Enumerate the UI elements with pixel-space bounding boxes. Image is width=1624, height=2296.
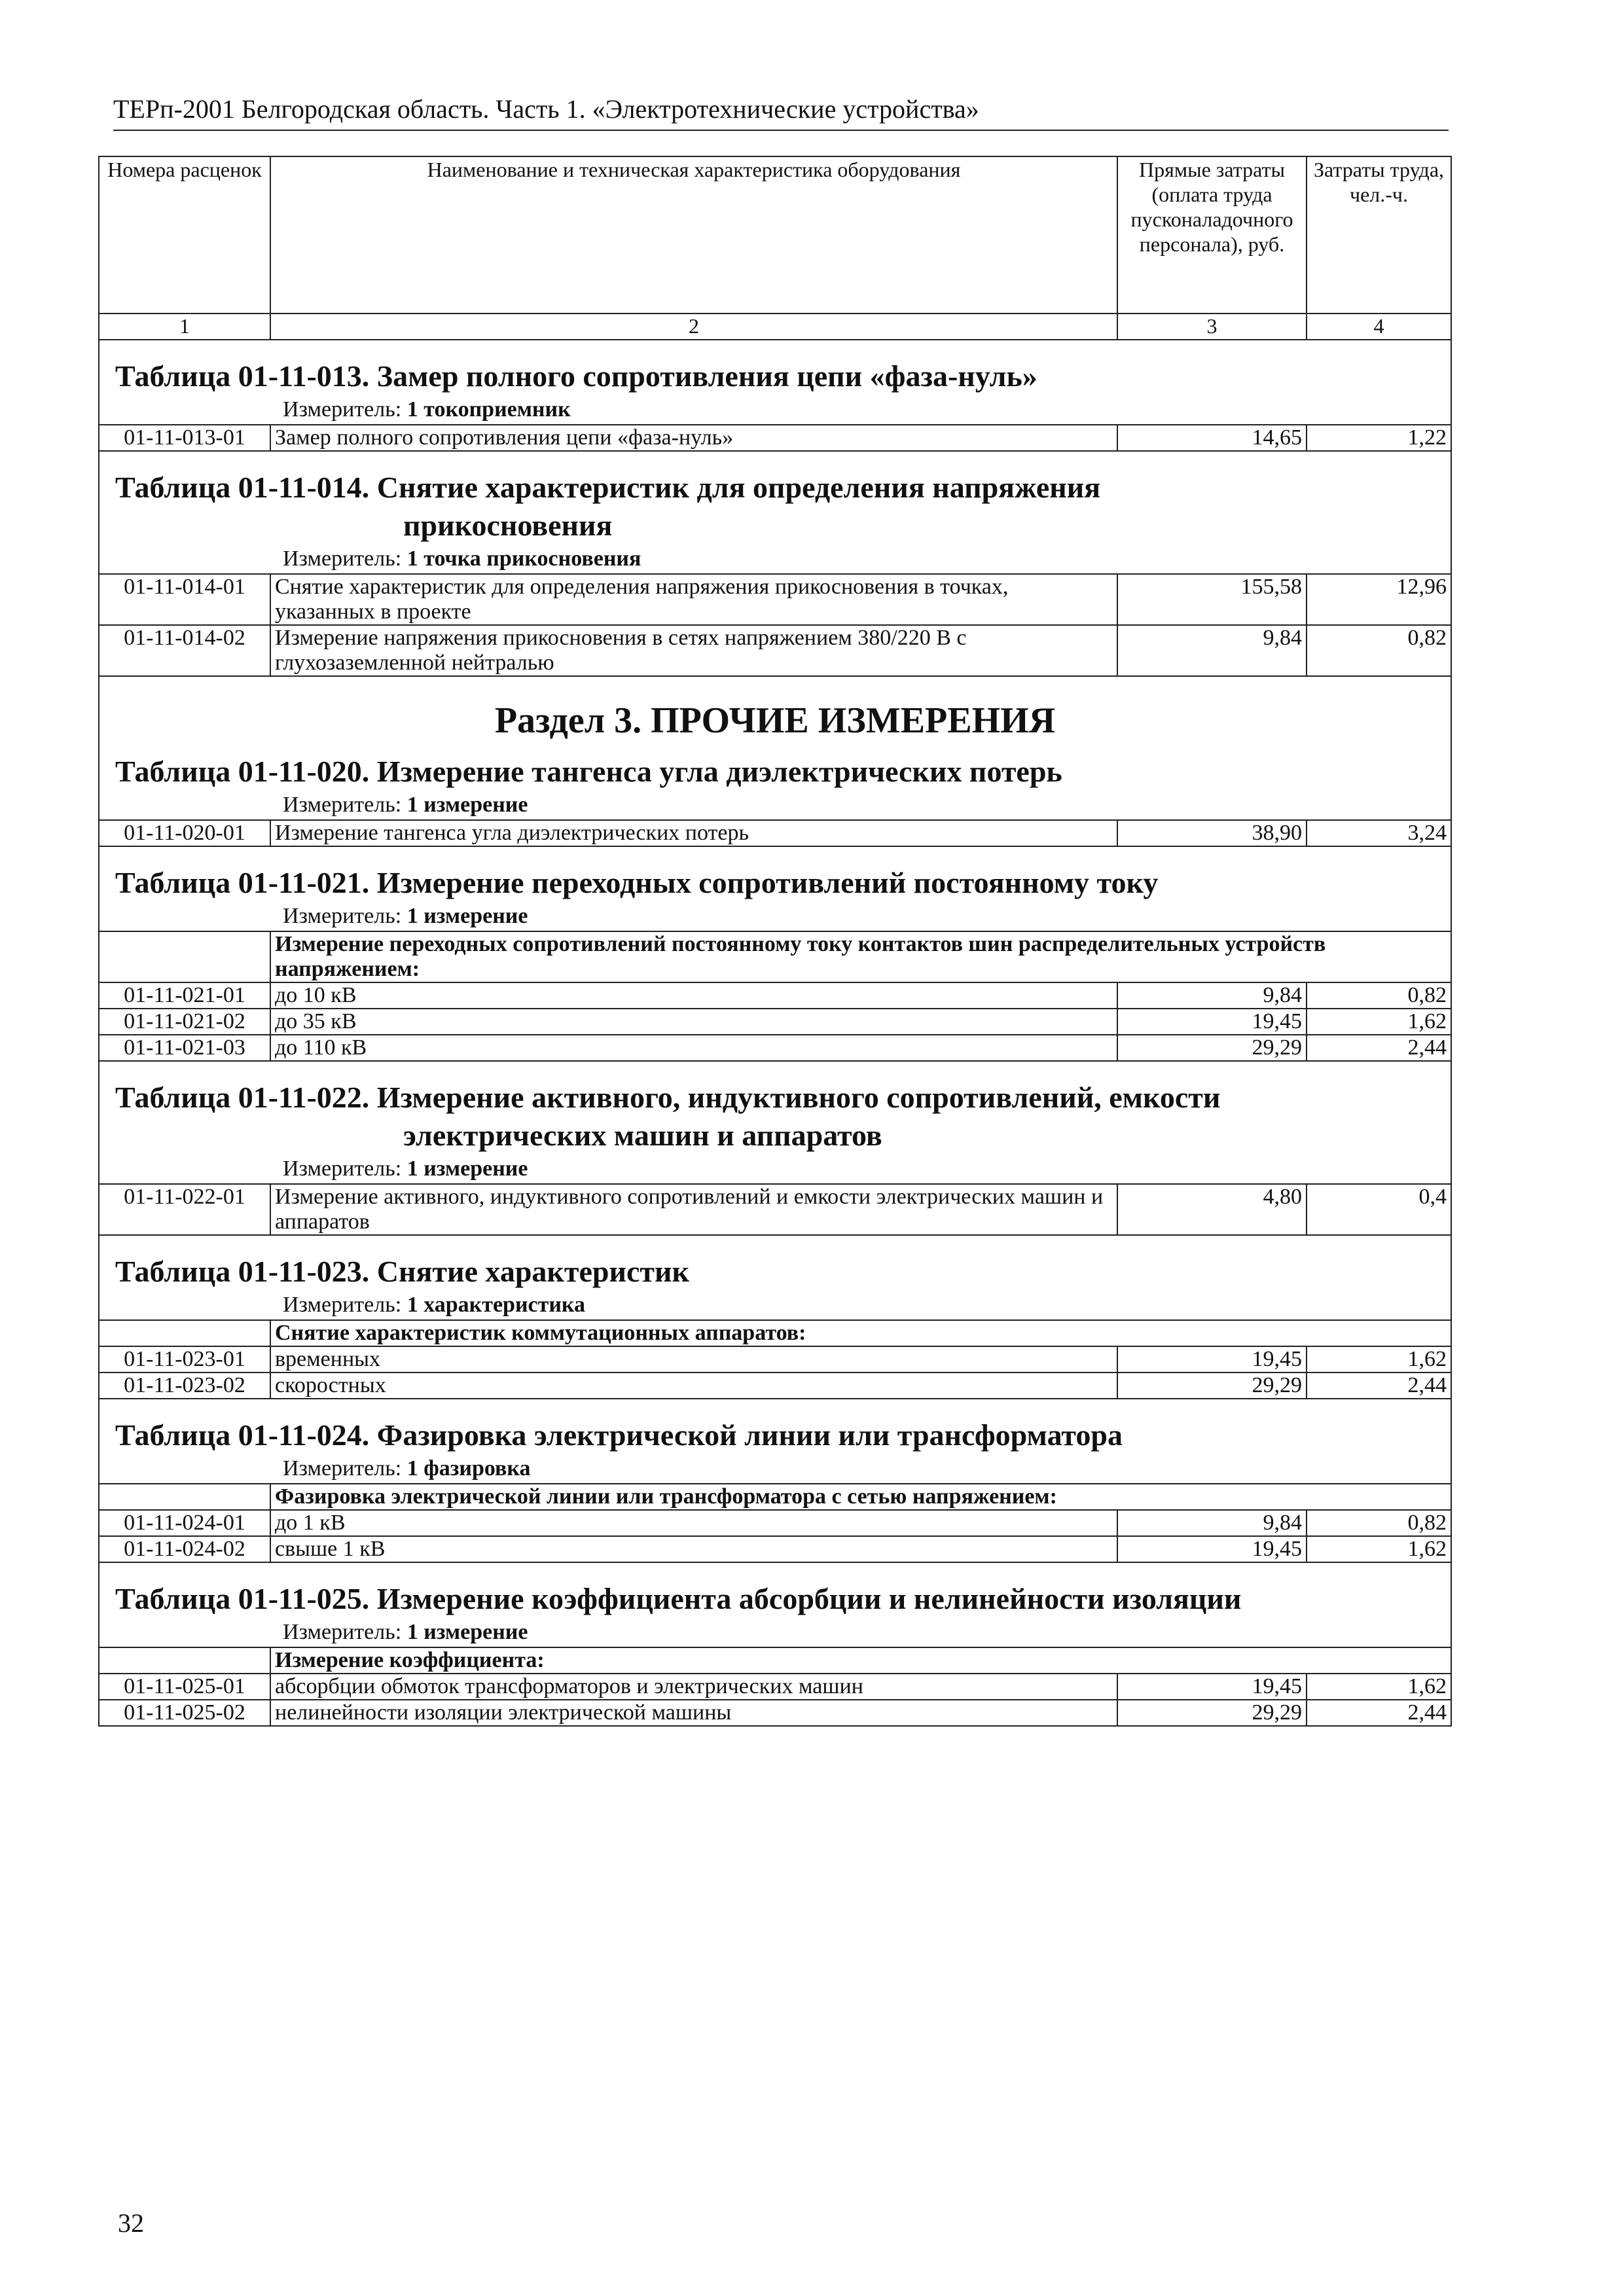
rate-labor: 0,82 bbox=[1307, 982, 1451, 1009]
measure-unit: Измеритель: 1 измерение bbox=[283, 904, 528, 928]
rate-cost: 19,45 bbox=[1117, 1346, 1307, 1372]
table-row bbox=[99, 1184, 1451, 1235]
group-heading: Измерение коэффициента: bbox=[270, 1647, 1451, 1674]
column-number: 3 bbox=[1117, 314, 1307, 340]
table-row bbox=[99, 425, 1451, 451]
rate-labor: 0,82 bbox=[1307, 1510, 1451, 1536]
table-title: Таблица 01-11-013. Замер полного сопротивления цепи «фаза-нуль» bbox=[115, 359, 1038, 393]
group-row bbox=[99, 1484, 1451, 1510]
column-header-labor: Затраты труда, чел.-ч. bbox=[1307, 156, 1451, 314]
table-title: Таблица 01-11-025. Измерение коэффициента абсорбции и нелинейности изоляции bbox=[115, 1582, 1242, 1615]
rate-name: свыше 1 кВ bbox=[270, 1536, 1117, 1562]
rate-name: Измерение тангенса угла диэлектрических потерь bbox=[270, 820, 1117, 846]
table-section-021 bbox=[99, 846, 1451, 931]
table-section-024 bbox=[99, 1399, 1451, 1484]
rate-name: Измерение напряжения прикосновения в сетях напряжением 380/220 В с глухозаземленной нейтралью bbox=[270, 625, 1117, 676]
rate-cost: 9,84 bbox=[1117, 982, 1307, 1009]
table-row bbox=[99, 1035, 1451, 1061]
rate-code: 01-11-023-02 bbox=[99, 1372, 270, 1399]
table-row bbox=[99, 1372, 1451, 1399]
measure-unit: Измеритель: 1 характеристика bbox=[283, 1293, 585, 1317]
rate-cost: 155,58 bbox=[1117, 574, 1307, 625]
column-number: 2 bbox=[270, 314, 1117, 340]
table-row bbox=[99, 1346, 1451, 1372]
running-header: ТЕРп-2001 Белгородская область. Часть 1. «Электротехнические устройства» bbox=[113, 93, 1449, 131]
table-section-020 bbox=[99, 676, 1451, 820]
group-heading: Фазировка электрической линии или трансформатора с сетью напряжением: bbox=[270, 1484, 1451, 1510]
table-row bbox=[99, 1700, 1451, 1726]
rate-labor: 2,44 bbox=[1307, 1372, 1451, 1399]
rate-code: 01-11-014-01 bbox=[99, 574, 270, 625]
section-heading: Раздел 3. ПРОЧИЕ ИЗМЕРЕНИЯ bbox=[494, 700, 1056, 741]
rate-labor: 0,4 bbox=[1307, 1184, 1451, 1235]
table-row bbox=[99, 1674, 1451, 1700]
table-section-023 bbox=[99, 1235, 1451, 1320]
rate-cost: 9,84 bbox=[1117, 625, 1307, 676]
rate-cost: 29,29 bbox=[1117, 1372, 1307, 1399]
rate-cost: 19,45 bbox=[1117, 1536, 1307, 1562]
rate-code: 01-11-014-02 bbox=[99, 625, 270, 676]
rate-labor: 3,24 bbox=[1307, 820, 1451, 846]
column-number: 4 bbox=[1307, 314, 1451, 340]
rate-cost: 38,90 bbox=[1117, 820, 1307, 846]
rate-code: 01-11-025-01 bbox=[99, 1674, 270, 1700]
rate-labor: 12,96 bbox=[1307, 574, 1451, 625]
rate-labor: 1,62 bbox=[1307, 1009, 1451, 1035]
rate-name: временных bbox=[270, 1346, 1117, 1372]
rate-name: до 1 кВ bbox=[270, 1510, 1117, 1536]
column-header-codes: Номера расценок bbox=[99, 156, 270, 314]
column-number-row bbox=[99, 314, 1451, 340]
measure-unit: Измеритель: 1 точка прикосновения bbox=[283, 547, 641, 571]
rate-name: скоростных bbox=[270, 1372, 1117, 1399]
table-section-022 bbox=[99, 1061, 1451, 1184]
rate-name: до 110 кВ bbox=[270, 1035, 1117, 1061]
table-row bbox=[99, 574, 1451, 625]
rate-labor: 2,44 bbox=[1307, 1700, 1451, 1726]
table-title: Таблица 01-11-022. Измерение активного, индуктивного сопротивлений, емкости электрических машин и аппаратов bbox=[115, 1081, 1221, 1152]
rate-code: 01-11-024-02 bbox=[99, 1536, 270, 1562]
rate-cost: 14,65 bbox=[1117, 425, 1307, 451]
column-number: 1 bbox=[99, 314, 270, 340]
measure-unit: Измеритель: 1 измерение bbox=[283, 793, 528, 817]
rate-cost: 4,80 bbox=[1117, 1184, 1307, 1235]
table-row bbox=[99, 625, 1451, 676]
table-title: Таблица 01-11-020. Измерение тангенса угла диэлектрических потерь bbox=[115, 755, 1062, 788]
table-row bbox=[99, 1510, 1451, 1536]
table-row bbox=[99, 1009, 1451, 1035]
rate-labor: 1,62 bbox=[1307, 1674, 1451, 1700]
rate-code: 01-11-023-01 bbox=[99, 1346, 270, 1372]
table-title: Таблица 01-11-014. Снятие характеристик для определения напряжения прикосновения bbox=[115, 471, 1101, 542]
table-section-013 bbox=[99, 340, 1451, 425]
rate-cost: 19,45 bbox=[1117, 1674, 1307, 1700]
measure-unit: Измеритель: 1 измерение bbox=[283, 1620, 528, 1644]
page-number: 32 bbox=[118, 2208, 144, 2238]
rate-name: Замер полного сопротивления цепи «фаза-нуль» bbox=[270, 425, 1117, 451]
rate-code: 01-11-022-01 bbox=[99, 1184, 270, 1235]
table-section-014 bbox=[99, 451, 1451, 574]
rate-code: 01-11-024-01 bbox=[99, 1510, 270, 1536]
rate-labor: 1,22 bbox=[1307, 425, 1451, 451]
rate-labor: 1,62 bbox=[1307, 1536, 1451, 1562]
rate-cost: 9,84 bbox=[1117, 1510, 1307, 1536]
table-row bbox=[99, 1536, 1451, 1562]
column-header-name: Наименование и техническая характеристика оборудования bbox=[270, 156, 1117, 314]
table-title: Таблица 01-11-023. Снятие характеристик bbox=[115, 1255, 690, 1288]
rate-name: до 10 кВ bbox=[270, 982, 1117, 1009]
rate-cost: 29,29 bbox=[1117, 1035, 1307, 1061]
group-heading: Снятие характеристик коммутационных аппаратов: bbox=[270, 1320, 1451, 1346]
rate-cost: 19,45 bbox=[1117, 1009, 1307, 1035]
table-title: Таблица 01-11-024. Фазировка электрической линии или трансформатора bbox=[115, 1418, 1123, 1452]
rate-name: Снятие характеристик для определения напряжения прикосновения в точках, указанных в проекте bbox=[270, 574, 1117, 625]
rate-code: 01-11-013-01 bbox=[99, 425, 270, 451]
table-title: Таблица 01-11-021. Измерение переходных сопротивлений постоянному току bbox=[115, 866, 1159, 899]
rate-code: 01-11-021-01 bbox=[99, 982, 270, 1009]
rate-cost: 29,29 bbox=[1117, 1700, 1307, 1726]
group-heading: Измерение переходных сопротивлений постоянному току контактов шин распределительных устройств напряжением: bbox=[270, 931, 1451, 982]
column-header-direct-costs: Прямые затраты (оплата труда пусконаладочного персонала), руб. bbox=[1117, 156, 1307, 314]
rate-code: 01-11-021-02 bbox=[99, 1009, 270, 1035]
rate-code: 01-11-020-01 bbox=[99, 820, 270, 846]
rates-table bbox=[98, 156, 1452, 1727]
table-row bbox=[99, 982, 1451, 1009]
table-section-025 bbox=[99, 1562, 1451, 1647]
measure-unit: Измеритель: 1 токоприемник bbox=[283, 397, 571, 422]
rate-code: 01-11-025-02 bbox=[99, 1700, 270, 1726]
group-row bbox=[99, 1320, 1451, 1346]
group-row bbox=[99, 931, 1451, 982]
rate-code: 01-11-021-03 bbox=[99, 1035, 270, 1061]
rate-name: Измерение активного, индуктивного сопротивлений и емкости электрических машин и аппаратов bbox=[270, 1184, 1117, 1235]
table-header-row bbox=[99, 156, 1451, 314]
rate-labor: 1,62 bbox=[1307, 1346, 1451, 1372]
rate-labor: 0,82 bbox=[1307, 625, 1451, 676]
table-row bbox=[99, 820, 1451, 846]
measure-unit: Измеритель: 1 измерение bbox=[283, 1157, 528, 1181]
rate-name: нелинейности изоляции электрической машины bbox=[270, 1700, 1117, 1726]
group-row bbox=[99, 1647, 1451, 1674]
rate-labor: 2,44 bbox=[1307, 1035, 1451, 1061]
rate-name: абсорбции обмоток трансформаторов и электрических машин bbox=[270, 1674, 1117, 1700]
rate-name: до 35 кВ bbox=[270, 1009, 1117, 1035]
measure-unit: Измеритель: 1 фазировка bbox=[283, 1456, 531, 1480]
